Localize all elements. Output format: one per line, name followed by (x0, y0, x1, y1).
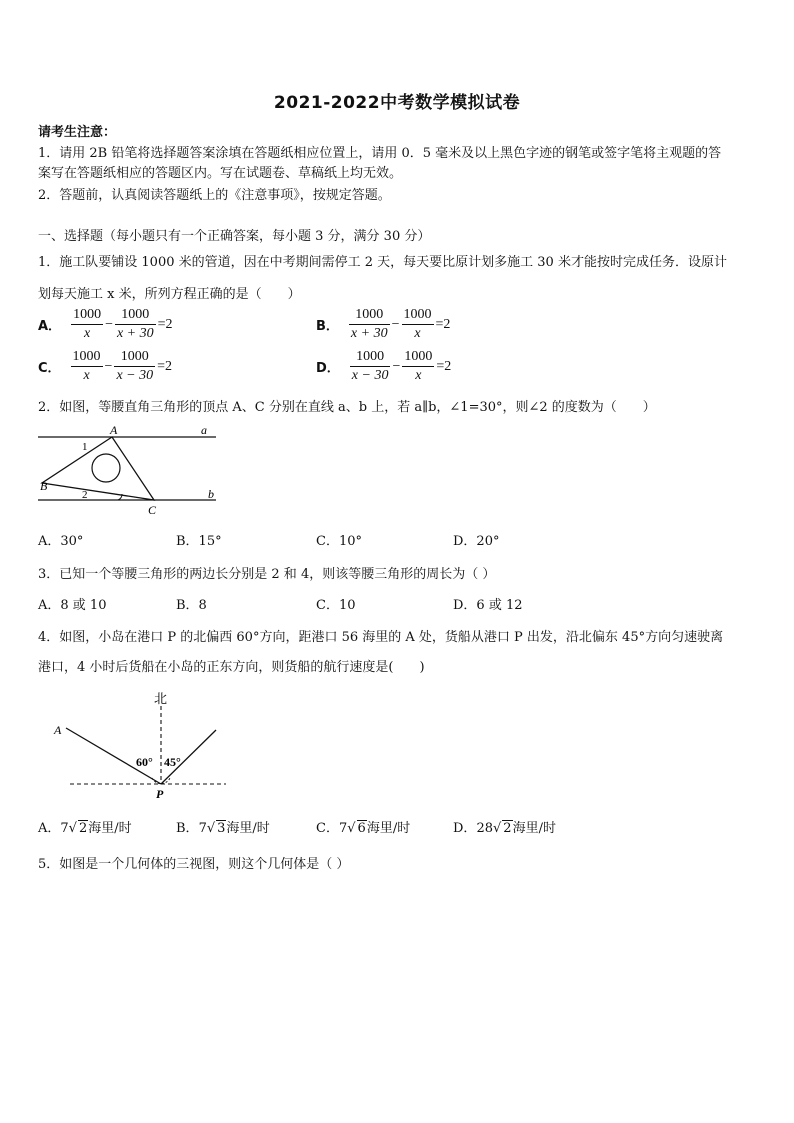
angle-label-60: 60° (136, 755, 153, 769)
fraction: $\frac{1000}{x}$ (403, 307, 432, 341)
question-3-option-a[interactable]: A．8 或 10 (38, 598, 107, 613)
equation-rhs: =2 (157, 358, 173, 374)
point-label-a: A (54, 723, 62, 737)
question-1-option-c[interactable] (38, 348, 172, 385)
radicand: 2 (503, 821, 512, 836)
notice-item-2: 2．答题前，认真阅读答题纸上的《注意事项》，按规定答题。 (38, 188, 391, 203)
question-1-stem-line-2: 划每天施工 x 米，所列方程正确的是（ ） (38, 287, 301, 302)
angle-label-45: 45° (164, 755, 181, 769)
question-4-figure (46, 688, 236, 806)
line-label-a: a (201, 423, 207, 437)
option-label: B． (316, 319, 339, 334)
coefficient: 28 (476, 821, 493, 836)
question-5-stem: 5．如图是一个几何体的三视图，则这个几何体是（ ） (38, 857, 350, 872)
question-1-option-a[interactable] (38, 306, 173, 343)
unit: 海里/时 (366, 821, 411, 836)
question-2-option-d[interactable]: D．20° (453, 534, 500, 549)
coefficient: 7 (198, 821, 207, 836)
equation-rhs: =2 (157, 316, 173, 332)
radicand: 6 (357, 821, 366, 836)
question-4-option-d[interactable] (453, 817, 556, 836)
minus-sign: − (392, 358, 401, 374)
question-1-option-b[interactable] (316, 306, 450, 343)
fraction: $\frac{1000}{x}$ (73, 307, 102, 341)
option-label: D． (453, 821, 477, 836)
question-3-option-d[interactable]: D．6 或 12 (453, 598, 523, 613)
question-4-option-b[interactable] (176, 817, 270, 836)
unit: 海里/时 (226, 821, 270, 836)
equation-rhs: =2 (436, 358, 452, 374)
inner-circle (92, 454, 120, 482)
question-2-stem: 2．如图，等腰直角三角形的顶点 A、C 分别在直线 a、b 上，若 a∥b，∠1=30°，则∠2 的度数为（ ） (38, 400, 656, 415)
option-label: C． (316, 821, 339, 836)
notice-item-1-line-2: 案写在答题纸相应的答题区内。写在试题卷、草稿纸上均无效。 (38, 166, 403, 181)
question-2-option-b[interactable]: B．15° (176, 534, 222, 549)
north-label: 北 (154, 691, 168, 706)
fraction: $\frac{1000}{x}$ (72, 349, 101, 383)
coefficient: 7 (338, 821, 348, 836)
question-3-option-b[interactable]: B．8 (176, 598, 207, 613)
minus-sign: − (104, 358, 113, 374)
angle-label-1: 1 (82, 441, 88, 453)
question-2-figure (36, 420, 226, 520)
point-label-a: A (110, 423, 118, 437)
exam-title: 2021-2022中考数学模拟试卷 (273, 93, 521, 113)
minus-sign: − (105, 316, 113, 332)
option-label: A． (38, 821, 61, 836)
radical-sign: √ (492, 821, 502, 836)
question-4-stem-line-2: 港口，4 小时后货船在小岛的正东方向，则货船的航行速度是( ) (38, 660, 425, 675)
angle-label-2: 2 (82, 489, 88, 501)
unit: 海里/时 (512, 821, 556, 836)
question-1-stem-line-1: 1．施工队要铺设 1000 米的管道，因在中考期间需停工 2 天，每天要比原计划多施工 30 米才能按时完成任务．设原计 (38, 255, 727, 270)
question-4-option-c[interactable] (316, 817, 410, 836)
radical-sign: √ (68, 821, 77, 836)
question-2-option-a[interactable]: A．30° (38, 534, 84, 549)
radical-sign: √ (206, 821, 216, 836)
question-3-option-c[interactable]: C．10 (316, 598, 356, 613)
radicand: 2 (78, 821, 88, 836)
question-4-option-a[interactable] (38, 817, 132, 836)
question-2-option-c[interactable]: C．10° (316, 534, 362, 549)
coefficient: 7 (60, 821, 69, 836)
minus-sign: − (391, 316, 400, 332)
fraction: $\frac{1000}{x - 30}$ (351, 349, 389, 383)
option-label: B． (176, 821, 199, 836)
equation-rhs: =2 (435, 316, 451, 332)
fraction: $\frac{1000}{x + 30}$ (350, 307, 388, 341)
section-heading: 一、选择题（每小题只有一个正确答案，每小题 3 分，满分 30 分） (38, 229, 431, 244)
point-label-b: B (40, 479, 48, 493)
option-label: A． (38, 319, 62, 334)
unit: 海里/时 (88, 821, 132, 836)
radicand: 3 (217, 821, 226, 836)
fraction: $\frac{1000}{x + 30}$ (116, 307, 154, 341)
fraction: $\frac{1000}{x}$ (404, 349, 433, 383)
radical-sign: √ (347, 821, 356, 836)
point-label-c: C (148, 503, 157, 517)
point-label-p: P (156, 787, 164, 801)
question-3-stem: 3．已知一个等腰三角形的两边长分别是 2 和 4，则该等腰三角形的周长为（ ） (38, 567, 496, 582)
option-label: D． (316, 361, 340, 376)
question-4-stem-line-1: 4．如图，小岛在港口 P 的北偏西 60°方向，距港口 56 海里的 A 处，货船从港口 P 出发，沿北偏东 45°方向匀速驶离 (38, 630, 724, 645)
question-1-option-d[interactable] (316, 348, 451, 385)
option-label: C． (38, 361, 61, 376)
fraction: $\frac{1000}{x - 30}$ (116, 349, 154, 383)
line-label-b: b (208, 487, 214, 501)
isosceles-right-triangle (42, 437, 154, 500)
notice-item-1-line-1: 1．请用 2B 铅笔将选择题答案涂填在答题纸相应位置上，请用 0．5 毫米及以上黑色字迹的钢笔或签字笔将主观题的答 (38, 146, 722, 161)
notice-heading: 请考生注意： (38, 125, 117, 140)
